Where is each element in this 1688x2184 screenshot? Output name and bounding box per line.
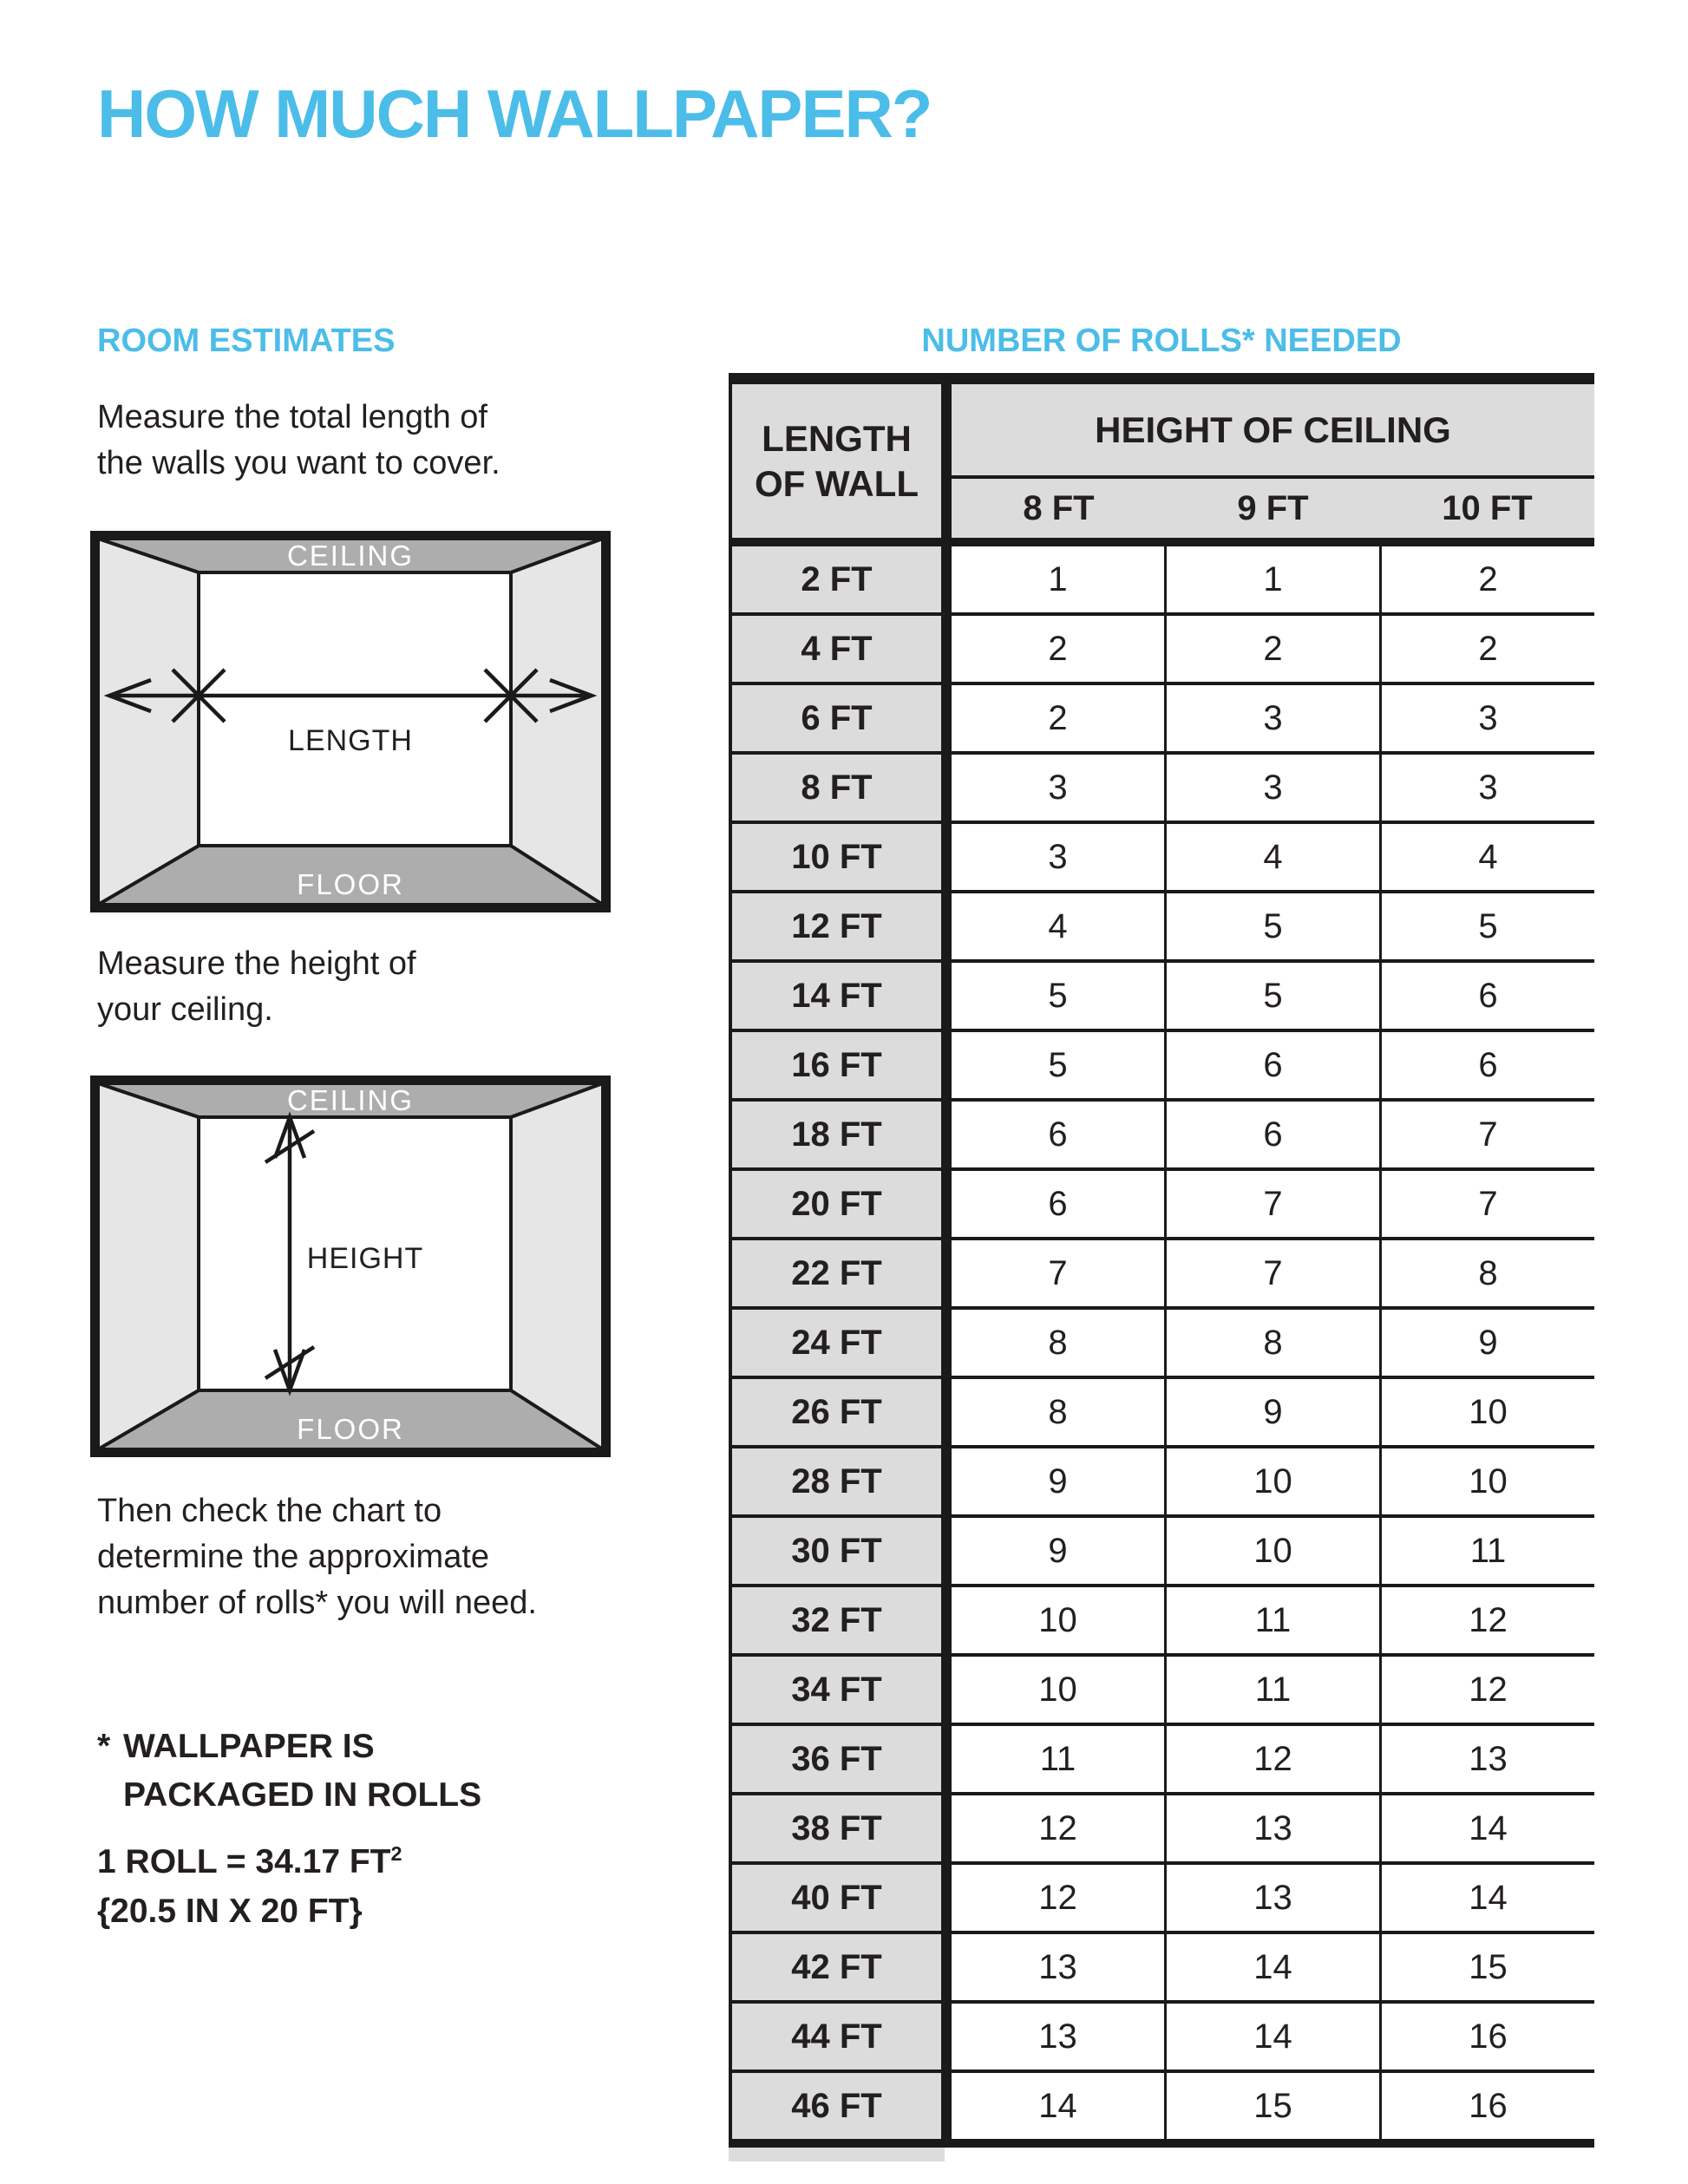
table-row bbox=[729, 2000, 1594, 2070]
table-row bbox=[729, 546, 1594, 612]
cell-10ft: 4 bbox=[1379, 824, 1594, 890]
row-label: 2 FT bbox=[729, 546, 941, 612]
cell-8ft: 10 bbox=[952, 1657, 1164, 1723]
cell-10ft: 3 bbox=[1379, 685, 1594, 751]
row-label: 24 FT bbox=[729, 1310, 941, 1376]
row-label: 16 FT bbox=[729, 1032, 941, 1098]
row-label: 34 FT bbox=[729, 1657, 941, 1723]
instruction-step3-line2: determine the approximate bbox=[97, 1539, 490, 1575]
cell-9ft: 13 bbox=[1164, 1865, 1379, 1931]
cell-8ft: 2 bbox=[952, 616, 1164, 682]
table-vertical-divider bbox=[941, 1448, 952, 1514]
cell-8ft: 6 bbox=[952, 1171, 1164, 1237]
ceiling-label: CEILING bbox=[286, 1084, 415, 1116]
table-vertical-divider bbox=[941, 963, 952, 1029]
table-row bbox=[729, 1723, 1594, 1792]
cell-9ft: 15 bbox=[1164, 2073, 1379, 2139]
row-label: 6 FT bbox=[729, 685, 941, 751]
table-vertical-divider bbox=[941, 1726, 952, 1792]
header-thick-rule bbox=[729, 538, 1594, 546]
cell-10ft: 12 bbox=[1379, 1657, 1594, 1723]
table-row bbox=[729, 1514, 1594, 1584]
table-row bbox=[729, 1167, 1594, 1237]
cell-9ft: 7 bbox=[1164, 1240, 1379, 1306]
table-row bbox=[729, 1237, 1594, 1306]
table-vertical-divider bbox=[941, 1240, 952, 1306]
length-of-wall-header bbox=[729, 384, 941, 538]
table-vertical-divider bbox=[941, 1518, 952, 1584]
cell-10ft: 16 bbox=[1379, 2073, 1594, 2139]
instruction-step3-line1: Then check the chart to bbox=[97, 1493, 442, 1529]
instruction-step3 bbox=[97, 1488, 537, 1626]
table-row bbox=[729, 1306, 1594, 1376]
row-label: 42 FT bbox=[729, 1934, 941, 2000]
roll-area-line bbox=[97, 1837, 402, 1886]
instruction-step2-line1: Measure the height of bbox=[97, 945, 416, 982]
cell-10ft: 7 bbox=[1379, 1102, 1594, 1167]
cell-8ft: 5 bbox=[952, 1032, 1164, 1098]
cell-10ft: 11 bbox=[1379, 1518, 1594, 1584]
row-label: 26 FT bbox=[729, 1379, 941, 1445]
room-diagram-length bbox=[90, 531, 611, 912]
table-top-border bbox=[729, 373, 1594, 384]
cell-8ft: 4 bbox=[952, 893, 1164, 959]
cell-8ft: 3 bbox=[952, 824, 1164, 890]
roll-area-superscript: 2 bbox=[390, 1842, 402, 1865]
cell-9ft: 4 bbox=[1164, 824, 1379, 890]
roll-dimensions-line: {20.5 IN X 20 FT} bbox=[97, 1893, 363, 1930]
ceiling-height-columns bbox=[952, 479, 1594, 538]
table-vertical-divider bbox=[941, 2004, 952, 2070]
row-label: 30 FT bbox=[729, 1518, 941, 1584]
table-vertical-divider bbox=[941, 546, 952, 612]
table-row bbox=[729, 1584, 1594, 1653]
height-of-ceiling-header: HEIGHT OF CEILING bbox=[952, 384, 1594, 475]
ceiling-label: CEILING bbox=[286, 539, 415, 572]
cell-10ft: 8 bbox=[1379, 1240, 1594, 1306]
table-row bbox=[729, 612, 1594, 682]
section-heading-rolls-needed: NUMBER OF ROLLS* NEEDED bbox=[921, 323, 1402, 359]
cell-10ft: 9 bbox=[1379, 1310, 1594, 1376]
table-vertical-divider bbox=[941, 1657, 952, 1723]
table-vertical-divider bbox=[941, 1379, 952, 1445]
cell-8ft: 12 bbox=[952, 1795, 1164, 1861]
cell-8ft: 9 bbox=[952, 1448, 1164, 1514]
table-row bbox=[729, 1931, 1594, 2000]
footnote-asterisk: * bbox=[97, 1728, 111, 1765]
cell-9ft: 11 bbox=[1164, 1657, 1379, 1723]
row-label: 28 FT bbox=[729, 1448, 941, 1514]
back-wall bbox=[199, 572, 511, 846]
cell-9ft: 3 bbox=[1164, 755, 1379, 821]
column-header-8ft: 8 FT bbox=[1023, 488, 1095, 527]
cell-9ft: 5 bbox=[1164, 963, 1379, 1029]
table-vertical-divider bbox=[941, 2073, 952, 2139]
cell-10ft: 13 bbox=[1379, 1726, 1594, 1792]
cell-8ft: 1 bbox=[952, 546, 1164, 612]
cell-9ft: 8 bbox=[1164, 1310, 1379, 1376]
right-wall bbox=[511, 1083, 603, 1449]
table-vertical-divider bbox=[941, 1102, 952, 1167]
cell-10ft: 2 bbox=[1379, 546, 1594, 612]
table-vertical-divider bbox=[941, 824, 952, 890]
cell-10ft: 10 bbox=[1379, 1448, 1594, 1514]
left-wall bbox=[98, 539, 199, 905]
cell-9ft: 13 bbox=[1164, 1795, 1379, 1861]
cell-9ft: 1 bbox=[1164, 546, 1379, 612]
length-of-wall-line1: LENGTH bbox=[762, 417, 912, 459]
cell-8ft: 2 bbox=[952, 685, 1164, 751]
cell-9ft: 14 bbox=[1164, 2004, 1379, 2070]
table-vertical-divider bbox=[941, 1795, 952, 1861]
row-label: 44 FT bbox=[729, 2004, 941, 2070]
table-row bbox=[729, 2070, 1594, 2139]
label-column-stub bbox=[729, 2148, 945, 2161]
table-row bbox=[729, 821, 1594, 890]
packaging-footnote-line2: PACKAGED IN ROLLS bbox=[123, 1776, 482, 1814]
instruction-step2-line2: your ceiling. bbox=[97, 991, 273, 1028]
cell-8ft: 12 bbox=[952, 1865, 1164, 1931]
cell-8ft: 5 bbox=[952, 963, 1164, 1029]
column-header-10ft: 10 FT bbox=[1442, 488, 1533, 527]
floor-label: FLOOR bbox=[297, 1413, 404, 1445]
table-vertical-divider bbox=[941, 755, 952, 821]
table-row bbox=[729, 751, 1594, 821]
row-label: 12 FT bbox=[729, 893, 941, 959]
cell-8ft: 8 bbox=[952, 1310, 1164, 1376]
table-row bbox=[729, 959, 1594, 1029]
table-vertical-divider bbox=[941, 384, 952, 538]
table-row bbox=[729, 1029, 1594, 1098]
table-vertical-divider bbox=[941, 1171, 952, 1237]
roll-size-info bbox=[97, 1837, 402, 1936]
cell-9ft: 10 bbox=[1164, 1448, 1379, 1514]
instruction-step1-line1: Measure the total length of bbox=[97, 399, 487, 435]
height-label: HEIGHT bbox=[306, 1242, 424, 1275]
row-label: 20 FT bbox=[729, 1171, 941, 1237]
cell-9ft: 7 bbox=[1164, 1171, 1379, 1237]
table-row bbox=[729, 1792, 1594, 1861]
table-vertical-divider bbox=[941, 1032, 952, 1098]
cell-10ft: 14 bbox=[1379, 1795, 1594, 1861]
table-body bbox=[729, 546, 1594, 2139]
cell-8ft: 9 bbox=[952, 1518, 1164, 1584]
cell-8ft: 6 bbox=[952, 1102, 1164, 1167]
table-vertical-divider bbox=[941, 1934, 952, 2000]
table-vertical-divider bbox=[941, 893, 952, 959]
right-wall bbox=[511, 539, 603, 905]
cell-9ft: 3 bbox=[1164, 685, 1379, 751]
cell-10ft: 3 bbox=[1379, 755, 1594, 821]
cell-9ft: 14 bbox=[1164, 1934, 1379, 2000]
cell-10ft: 14 bbox=[1379, 1865, 1594, 1931]
column-header-9ft: 9 FT bbox=[1237, 488, 1309, 527]
table-vertical-divider bbox=[941, 1865, 952, 1931]
cell-9ft: 6 bbox=[1164, 1032, 1379, 1098]
packaging-footnote-text bbox=[123, 1723, 481, 1820]
instruction-step2 bbox=[97, 941, 416, 1033]
section-heading-room-estimates: ROOM ESTIMATES bbox=[97, 323, 396, 359]
instruction-step1 bbox=[97, 395, 501, 487]
floor-label: FLOOR bbox=[297, 868, 404, 900]
row-label: 18 FT bbox=[729, 1102, 941, 1167]
cell-8ft: 3 bbox=[952, 755, 1164, 821]
cell-8ft: 13 bbox=[952, 2004, 1164, 2070]
cell-8ft: 14 bbox=[952, 2073, 1164, 2139]
table-vertical-divider bbox=[941, 616, 952, 682]
row-label: 32 FT bbox=[729, 1587, 941, 1653]
cell-10ft: 12 bbox=[1379, 1587, 1594, 1653]
row-label: 22 FT bbox=[729, 1240, 941, 1306]
row-label: 10 FT bbox=[729, 824, 941, 890]
cell-8ft: 11 bbox=[952, 1726, 1164, 1792]
cell-8ft: 7 bbox=[952, 1240, 1164, 1306]
cell-8ft: 8 bbox=[952, 1379, 1164, 1445]
packaging-footnote-line1: WALLPAPER IS bbox=[123, 1728, 375, 1765]
cell-10ft: 15 bbox=[1379, 1934, 1594, 2000]
cell-10ft: 5 bbox=[1379, 893, 1594, 959]
table-row bbox=[729, 682, 1594, 751]
row-label: 36 FT bbox=[729, 1726, 941, 1792]
table-row bbox=[729, 1098, 1594, 1167]
ceiling-height-header-group bbox=[952, 384, 1594, 538]
table-row bbox=[729, 890, 1594, 959]
row-label: 38 FT bbox=[729, 1795, 941, 1861]
row-label: 40 FT bbox=[729, 1865, 941, 1931]
cell-8ft: 13 bbox=[952, 1934, 1164, 2000]
length-label: LENGTH bbox=[288, 724, 413, 757]
cell-10ft: 16 bbox=[1379, 2004, 1594, 2070]
cell-9ft: 12 bbox=[1164, 1726, 1379, 1792]
cell-9ft: 9 bbox=[1164, 1379, 1379, 1445]
row-label: 8 FT bbox=[729, 755, 941, 821]
room-diagram-height bbox=[90, 1076, 611, 1457]
cell-9ft: 10 bbox=[1164, 1518, 1379, 1584]
table-row bbox=[729, 1653, 1594, 1723]
cell-10ft: 6 bbox=[1379, 963, 1594, 1029]
rolls-needed-table bbox=[729, 373, 1594, 2161]
left-wall bbox=[98, 1083, 199, 1449]
table-bottom-border bbox=[729, 2139, 1594, 2148]
cell-9ft: 6 bbox=[1164, 1102, 1379, 1167]
row-label: 46 FT bbox=[729, 2073, 941, 2139]
cell-10ft: 2 bbox=[1379, 616, 1594, 682]
cell-10ft: 10 bbox=[1379, 1379, 1594, 1445]
length-of-wall-line2: OF WALL bbox=[755, 462, 919, 504]
cell-9ft: 5 bbox=[1164, 893, 1379, 959]
table-row bbox=[729, 1861, 1594, 1931]
table-row bbox=[729, 1376, 1594, 1445]
instruction-step3-line3: number of rolls* you will need. bbox=[97, 1585, 537, 1621]
table-vertical-divider bbox=[941, 1587, 952, 1653]
page-title: HOW MUCH WALLPAPER? bbox=[97, 75, 932, 152]
cell-9ft: 11 bbox=[1164, 1587, 1379, 1653]
roll-area-text: 1 ROLL = 34.17 FT bbox=[97, 1843, 391, 1880]
cell-9ft: 2 bbox=[1164, 616, 1379, 682]
row-label: 14 FT bbox=[729, 963, 941, 1029]
cell-10ft: 7 bbox=[1379, 1171, 1594, 1237]
row-label: 4 FT bbox=[729, 616, 941, 682]
table-vertical-divider bbox=[941, 1310, 952, 1376]
table-vertical-divider bbox=[941, 685, 952, 751]
table-header bbox=[729, 384, 1594, 538]
table-row bbox=[729, 1445, 1594, 1514]
cell-8ft: 10 bbox=[952, 1587, 1164, 1653]
instruction-step1-line2: the walls you want to cover. bbox=[97, 445, 501, 481]
cell-10ft: 6 bbox=[1379, 1032, 1594, 1098]
packaging-footnote bbox=[97, 1723, 481, 1820]
